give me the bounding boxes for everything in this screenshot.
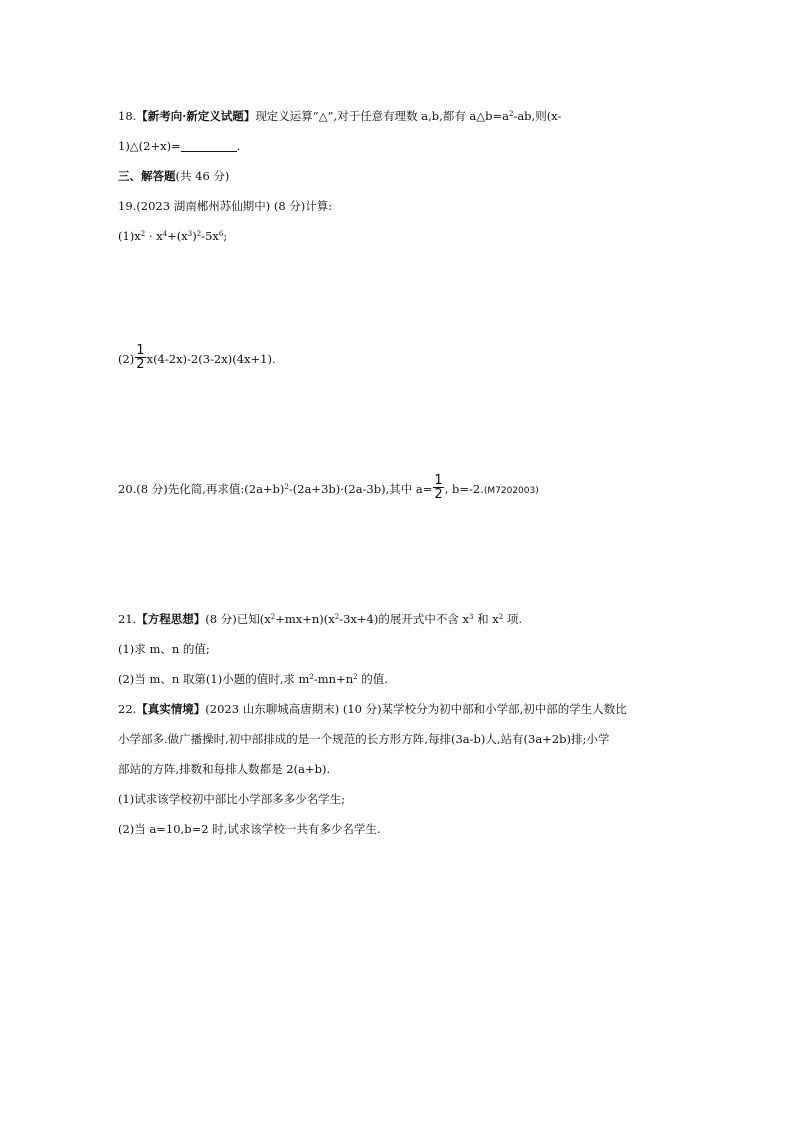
q18-line1: 18.【新考向·新定义试题】现定义运算“△”,对于任意有理数 a,b,都有 $a\triangle b=a^2-ab$,则(x- — [118, 109, 562, 123]
answer-blank — [181, 140, 237, 152]
q19-part2: (2) $\frac{1}{2}$ x(4-2x)-2(3-2x)(4x+1). — [118, 342, 276, 372]
section-title: 三、解答题(共 46 分) — [118, 169, 230, 183]
q19-header: 19.(2023 湖南郴州苏仙期中) (8 分)计算: — [118, 199, 333, 213]
q18-line2: 1)△(2+x)= . — [118, 139, 241, 153]
q21-part1: (1)求 m、n 的值; — [118, 642, 210, 656]
q22-line2: 小学部多.做广播操时,初中部排成的是一个规范的长方形方阵,每排(3a-b)人,站有(3a+2b)排;小学 — [118, 732, 610, 746]
q22-tag: 【真实情境】 — [136, 702, 206, 716]
fraction: $\frac{1}{2}$ — [434, 472, 443, 502]
q21-line: 21.【方程思想】(8 分)已知$(x^2+mx+n)(x^2-3x+4)$的展开式中不含 $x^3$ 和 $x^2$ 项. — [118, 612, 523, 626]
q22-line1: 22.【真实情境】(2023 山东聊城高唐期末) (10 分)某学校分为初中部和小学部,初中部的学生人数比 — [118, 702, 627, 716]
q19-part1: $(1)x^2 \cdot x^4+(x^3)^2-5x^6$; — [118, 229, 228, 243]
q22-part2: (2)当 a=10,b=2 时,试求该学校一共有多少名学生. — [118, 822, 381, 836]
q20-line: 20.(8 分)先化简,再求值$:(2a+b)^2-(2a+3b)\cdot(2a-3b)$,其中 a= $\frac{1}{2}$ , b=-2.(M7202003) — [118, 472, 539, 502]
q22-line3: 部站的方阵,排数和每排人数都是 2(a+b). — [118, 762, 331, 776]
question-code: (M7202003) — [483, 486, 539, 496]
q21-tag: 【方程思想】 — [136, 612, 206, 626]
q21-part2: (2)当 m、n 取第(1)小题的值时,求 $m^2-mn+n^2$ 的值. — [118, 672, 388, 686]
q18-number: 18. — [118, 109, 137, 123]
fraction: $\frac{1}{2}$ — [136, 342, 145, 372]
q18-tag: 【新考向·新定义试题】 — [136, 109, 256, 123]
q22-part1: (1)试求该学校初中部比小学部多多少名学生; — [118, 792, 346, 806]
